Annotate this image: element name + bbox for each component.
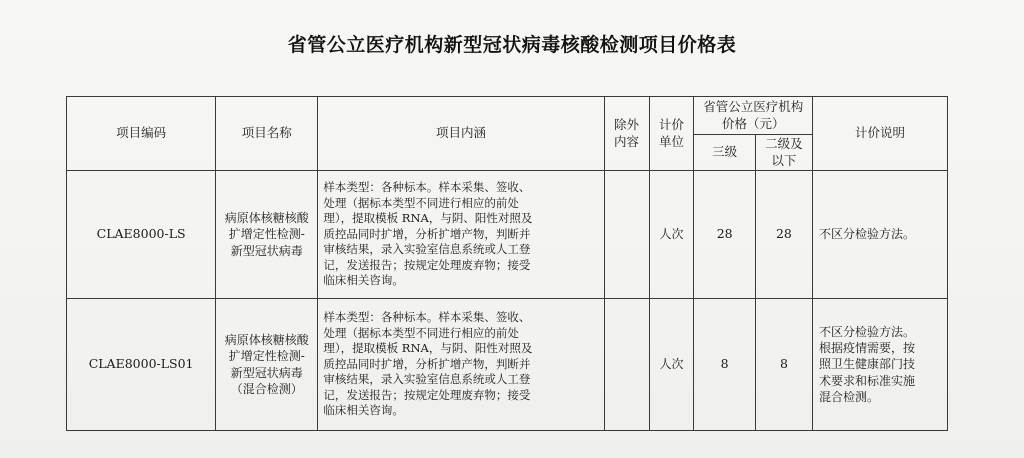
- cell-content-line: 样本类型：各种标本。样本采集、签收、: [323, 310, 531, 325]
- cell-price-level3: 8: [694, 299, 755, 431]
- header-unit: [649, 97, 694, 171]
- cell-note-line: 术要求和标准实施: [819, 373, 916, 388]
- header-code: 项目编码: [67, 97, 216, 171]
- cell-content-line: 审核结果，录入实验室信息系统或人工登: [323, 372, 531, 387]
- cell-name-line: 新型冠状病毒: [230, 243, 303, 258]
- cell-name-line: 新型冠状病毒: [230, 365, 303, 380]
- cell-price-level3: 28: [694, 171, 755, 299]
- cell-name-line: 扩增定性检测-: [228, 349, 305, 364]
- header-exclusion-line: 内容: [614, 133, 640, 149]
- header-price-group-line: 省管公立医疗机构: [703, 98, 804, 114]
- cell-name-line: 病原体核糖核酸: [224, 211, 309, 226]
- cell-name-line: 病原体核糖核酸: [224, 333, 309, 348]
- cell-content-line: 处理（据标本类型不同进行相应的前处: [323, 195, 519, 210]
- table-header-row: [67, 97, 948, 135]
- header-exclusion: [604, 97, 649, 171]
- cell-exclusion: [604, 171, 649, 299]
- cell-exclusion: [604, 299, 649, 431]
- cell-content-line: 样本类型：各种标本。样本采集、签收、: [323, 180, 531, 195]
- cell-content-line: 审核结果，录入实验室信息系统或人工登: [323, 242, 531, 257]
- cell-note-line: 不区分检验方法。: [819, 325, 916, 340]
- header-price-group-line: 价格（元）: [722, 115, 785, 131]
- cell-note-line: 混合检测。: [819, 389, 880, 404]
- header-name: 项目名称: [216, 97, 318, 171]
- cell-name-line: （混合检测）: [230, 381, 303, 396]
- cell-note-line: 不区分检验方法。: [819, 227, 916, 242]
- cell-content-line: 记，发送报告；按规定处理废弃物；接受: [323, 387, 531, 402]
- header-level2-line: 以下: [771, 152, 797, 168]
- cell-note: [813, 171, 948, 299]
- table-row: [67, 171, 948, 299]
- header-unit-line: 单位: [658, 133, 684, 149]
- cell-name-line: 扩增定性检测-: [228, 227, 305, 242]
- cell-content: [318, 299, 604, 431]
- cell-content-line: 理），提取模板 RNA，与阴、阳性对照及: [323, 341, 533, 356]
- cell-name: [216, 171, 318, 299]
- cell-content-line: 记，发送报告；按规定处理废弃物；接受: [323, 257, 531, 272]
- cell-note-line: 照卫生健康部门技: [819, 357, 916, 372]
- header-level2: [755, 135, 812, 171]
- header-note: 计价说明: [813, 97, 948, 171]
- cell-note-line: 根据疫情需要，按: [819, 341, 916, 356]
- cell-content-line: 处理（据标本类型不同进行相应的前处: [323, 325, 519, 340]
- header-price-group: [694, 97, 813, 135]
- cell-content-line: 质控品同时扩增，分析扩增产物，判断并: [323, 226, 531, 241]
- cell-content-line: 质控品同时扩增，分析扩增产物，判断并: [323, 356, 531, 371]
- cell-content: [318, 171, 604, 299]
- cell-content-line: 临床相关咨询。: [323, 403, 404, 418]
- header-content: 项目内涵: [318, 97, 604, 171]
- header-level2-line: 二级及: [765, 135, 803, 151]
- cell-note: [813, 299, 948, 431]
- cell-content-line: 临床相关咨询。: [323, 273, 404, 288]
- cell-unit: 人次: [649, 299, 694, 431]
- price-table: [66, 96, 948, 431]
- cell-code: CLAE8000-LS: [67, 171, 216, 299]
- cell-content-line: 理），提取模板 RNA，与阴、阳性对照及: [323, 211, 533, 226]
- cell-price-level2: 28: [755, 171, 812, 299]
- document-title: 省管公立医疗机构新型冠状病毒核酸检测项目价格表: [287, 34, 737, 56]
- header-unit-line: 计价: [658, 116, 684, 132]
- cell-unit: 人次: [649, 171, 694, 299]
- cell-name: [216, 299, 318, 431]
- header-level3: 三级: [694, 135, 755, 171]
- cell-price-level2: 8: [755, 299, 812, 431]
- header-exclusion-line: 除外: [614, 116, 640, 132]
- cell-code: CLAE8000-LS01: [67, 299, 216, 431]
- table-row: [67, 299, 948, 431]
